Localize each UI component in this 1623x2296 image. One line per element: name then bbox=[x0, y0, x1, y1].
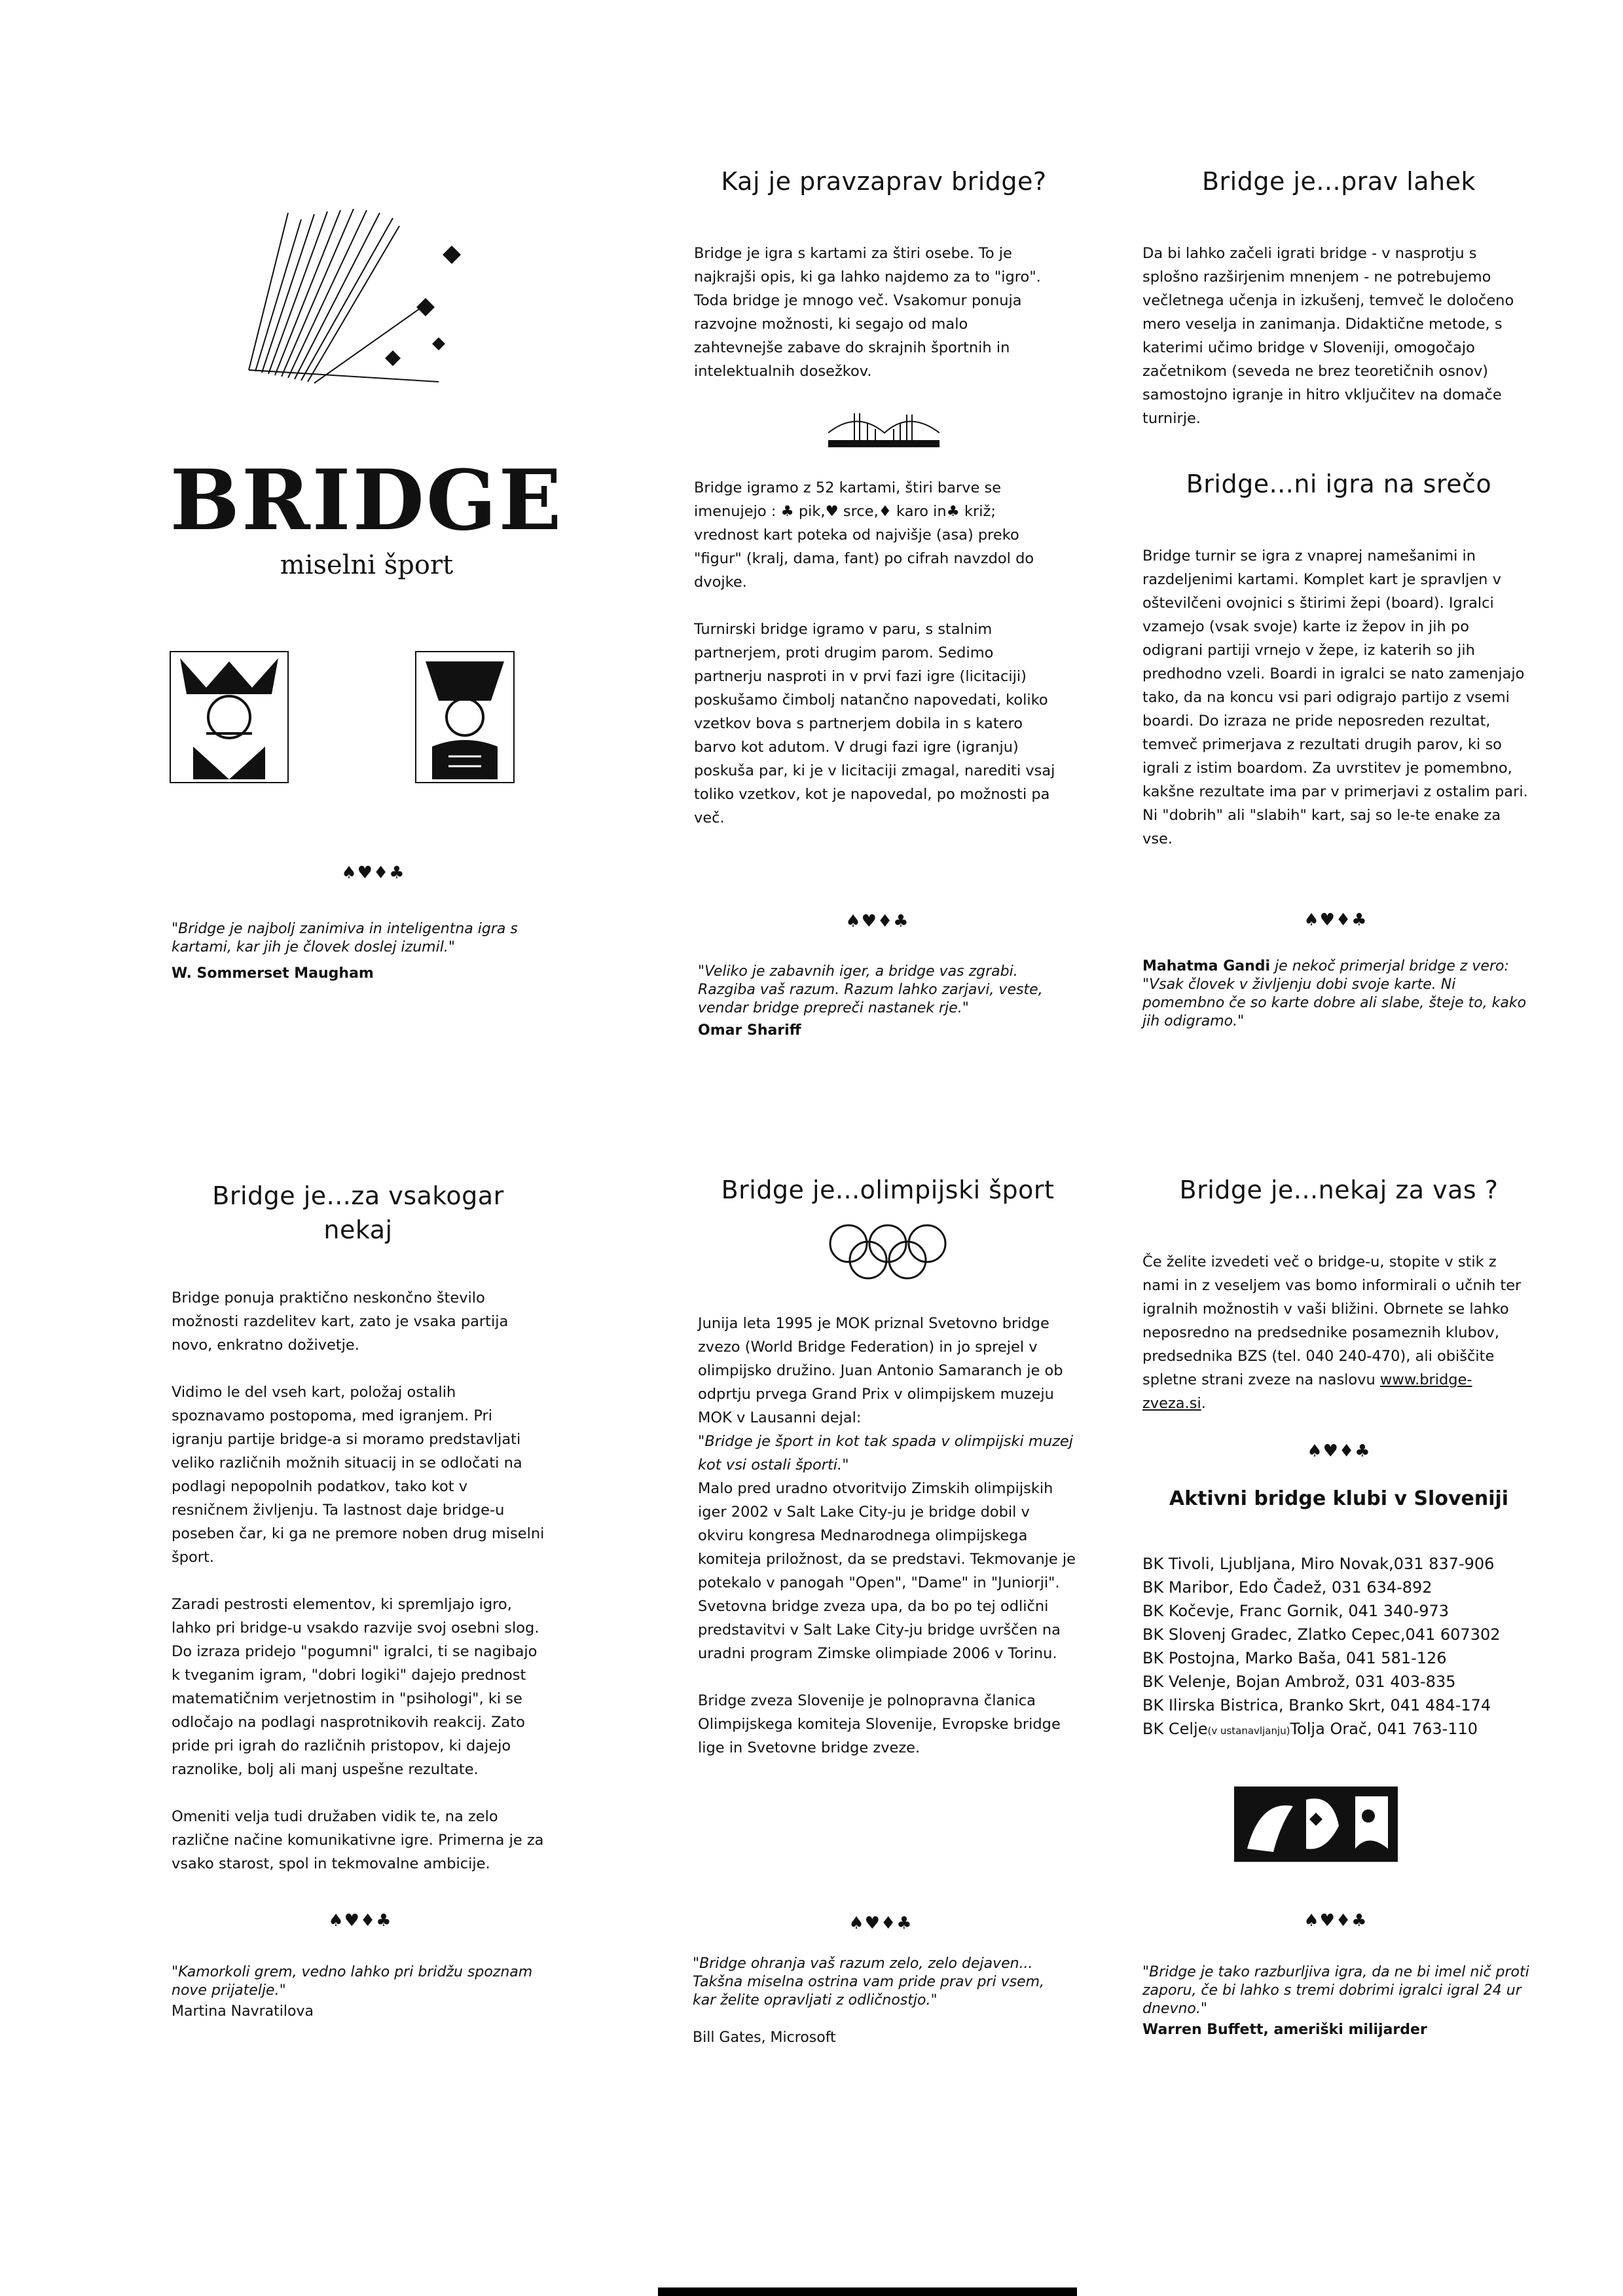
club-celje-contact: Tolja Orač, 041 763-110 bbox=[1290, 1720, 1478, 1738]
heading-for-you: Bridge je...nekaj za vas ? bbox=[1179, 1176, 1499, 1204]
club-celje-note: (v ustanavljanju) bbox=[1207, 1725, 1290, 1737]
col3-bottom-quote: "Bridge je tako razburljiva igra, da ne bi imel nič proti zaporu, če bi lahko s tremi dobrimi igralci igral 24 ur dnevno." bbox=[1142, 1964, 1529, 2017]
list-item: BK Velenje, Bojan Ambrož, 031 403-835 bbox=[1142, 1673, 1456, 1691]
heading-for-everyone: Bridge je...za vsakogar nekaj bbox=[212, 1181, 504, 1244]
list-item bbox=[1142, 1717, 1535, 1743]
heading-active-clubs: Aktivni bridge klubi v Sloveniji bbox=[1169, 1487, 1509, 1510]
text-tournament: Turnirski bridge igramo v paru, s stalnim partnerjem, proti drugim parom. Sedimo partnerju nasproti in v prvi fazi igre (licitaciji) poskušamo čimbolj natančno napovedati, koliko vzetkov bova s partnerjem dobila in s katero barvo kot adutom. V drugi fazi igre (igranju) poskuša par, ki je v licitaciji zmagal, narediti vsaj toliko vzetkov, kot je napovedal, po možnosti pa več. bbox=[694, 621, 1055, 826]
olympic-rings-icon bbox=[822, 1217, 953, 1283]
panel-for-you bbox=[1142, 1176, 1535, 1743]
list-item: BK Slovenj Gradec, Zlatko Cepec,041 607302 bbox=[1142, 1625, 1501, 1644]
heading-what-is-bridge: Kaj je pravzaprav bridge? bbox=[721, 167, 1047, 196]
clubs-list bbox=[1142, 1552, 1535, 1743]
text-olympic-quote: "Bridge je šport in kot tak spada v olimpijski muzej kot vsi ostali športi." bbox=[698, 1433, 1074, 1473]
bridge-icon bbox=[828, 407, 939, 453]
text-olympic-1: Junija leta 1995 je MOK priznal Svetovno bridge zvezo (World Bridge Federation) in jo sprejel v olimpijsko družino. Juan Antonio Samaranch je ob odprtju prvega Grand Prix v olimpijskem muzeju MOK v Lausanni dejal: bbox=[698, 1315, 1063, 1426]
text-for-you-end: . bbox=[1201, 1395, 1206, 1412]
col1-bottom-suits: ♠♥♦♣ bbox=[328, 1911, 392, 1931]
col1-bottom-author: Martina Navratilova bbox=[172, 2003, 314, 2020]
list-item: BK Ilirska Bistrica, Branko Skrt, 041 484-174 bbox=[1142, 1696, 1491, 1714]
col1-bottom-quote: "Kamorkoli grem, vedno lahko pri bridžu spoznam nove prijatelje." bbox=[172, 1964, 533, 1999]
col2-bottom-author: Bill Gates, Microsoft bbox=[693, 2029, 836, 2046]
text-cards: Bridge igramo z 52 kartami, štiri barve se imenujejo : ♣ pik,♥ srce,♦ karo in♣ križ; vrednost kart poteka od najvišje (asa) preko "figur" (kralj, dama, fant) po cifrah navzdol do dvojke. bbox=[694, 479, 1034, 591]
col2-top-author: Omar Shariff bbox=[698, 1022, 801, 1039]
text-for-you bbox=[1142, 1250, 1529, 1415]
col2-top-suits: ♠♥♦♣ bbox=[845, 912, 909, 931]
list-item: BK Tivoli, Ljubljana, Miro Novak,031 837-906 bbox=[1142, 1555, 1495, 1573]
col3-bottom-suits: ♠♥♦♣ bbox=[1307, 1441, 1371, 1461]
heading-olympic: Bridge je...olimpijski šport bbox=[721, 1176, 1055, 1204]
website-link[interactable]: www.bridge-zveza.si bbox=[1142, 1371, 1472, 1412]
scan-edge-strip bbox=[658, 2287, 1077, 2296]
club-celje-name: BK Celje bbox=[1142, 1720, 1208, 1738]
cover-quote: "Bridge je najbolj zanimiva in inteligentna igra s kartami, kar jih je človek doslej izumil." bbox=[172, 921, 518, 955]
text-everyone-2: Vidimo le del vseh kart, položaj ostalih spoznavamo postopoma, med igranjem. Pri igranju partije bridge-a si moramo predstavljati veliko različnih možnih situacij in se odločati na podlagi nepopolnih podatkov, tako kot v resničnem življenju. Ta lastnost daje bridge-u poseben čar, ki ga ne premore noben drug miselni šport. bbox=[172, 1384, 545, 1566]
cover-subtitle: miselni šport bbox=[280, 550, 454, 580]
text-everyone-1: Bridge ponuja praktično neskončno število možnosti razdelitev kart, zato je vsaka partija novo, enkratno doživetje. bbox=[172, 1289, 509, 1354]
heading-not-luck: Bridge...ni igra na srečo bbox=[1186, 470, 1492, 498]
list-item: BK Kočevje, Franc Gornik, 041 340-973 bbox=[1142, 1602, 1450, 1620]
col2-top-quote: "Veliko je zabavnih iger, a bridge vas zgrabi. Razgiba vaš razum. Razum lahko zarjavi, veste, vendar bridge prepreči nastanek rje." bbox=[698, 963, 1043, 1016]
col3-top-quote-text: je nekoč primerjal bridge z vero: "Vsak človek v življenju dobi svoje karte. Ni pomembno če so karte dobre ali slabe, šteje to, kako jih odigramo." bbox=[1142, 958, 1527, 1029]
text-olympic-2: Bridge zveza Slovenije je polnopravna članica Olimpijskega komiteja Slovenije, Evropske bridge lige in Svetovne bridge zveze. bbox=[698, 1692, 1061, 1756]
col3-top-author: Mahatma Gandi bbox=[1142, 958, 1271, 974]
cover-suits: ♠♥♦♣ bbox=[341, 863, 405, 883]
panel-for-everyone bbox=[172, 1179, 545, 1876]
list-item: BK Maribor, Edo Čadež, 031 634-892 bbox=[1142, 1578, 1432, 1597]
text-easy: Da bi lahko začeli igrati bridge - v nasprotju s splošno razširjenim mnenjem - ne potrebujemo večletnega učenja in izkušenj, temveč le določeno mero veselja in zanimanja. Didaktične metode, s katerimi učimo bridge v Sloveniji, omogočajo začetnikom (seveda ne brez teoretičnih osnov) samostojno igranje in hitro vključitev na domače turnirje. bbox=[1142, 245, 1514, 427]
text-olympic-rest: Malo pred uradno otvoritvijo Zimskih olimpijskih iger 2002 v Salt Lake City-ju je bridge dobil v okviru kongresa Mednarodnega olimpijskega komiteja priložnost, da se predstavi. Tekmovanje je potekalo v panogah "Open", "Dame" in "Juniorji". Svetovna bridge zveza upa, da bo po tej odlični predstavitvi v Salt Lake City-ju bridge uvrščen na uradni program Zimske olimpiade 2006 v Torinu. bbox=[698, 1480, 1076, 1662]
col2-bottom-quote: "Bridge ohranja vaš razum zelo, zelo dejaven... Takšna miselna ostrina vam pride prav pri vsem, kar želite opravljati z odličnostjo." bbox=[693, 1955, 1045, 2009]
heading-easy: Bridge je...prav lahek bbox=[1201, 167, 1476, 196]
col3-top-quote bbox=[1142, 957, 1535, 1031]
text-intro: Bridge je igra s kartami za štiri osebe. To je najkrajši opis, ki ga lahko najdemo za to "igro". Toda bridge je mnogo več. Vsakomur ponuja razvojne možnosti, ki segajo od malo zahtevnejše zabave do skrajnih športnih in intelektualnih dosežkov. bbox=[694, 245, 1041, 380]
panel-easy bbox=[1142, 167, 1535, 851]
cover-author: W. Sommerset Maugham bbox=[172, 965, 374, 982]
col3-top-suits: ♠♥♦♣ bbox=[1304, 910, 1368, 930]
list-item: BK Postojna, Marko Baša, 041 581-126 bbox=[1142, 1649, 1447, 1667]
text-not-luck: Bridge turnir se igra z vnaprej namešanimi in razdeljenimi kartami. Komplet kart je spravljen v oštevilčeni ovojnici s štirimi žepi (board). Igralci vzamejo (vsak svoje) karte iz žepov in jih po odigrani partiji vrnejo v žepe, iz katerih so jih predhodno vzeli. Boardi in igralci se nato zamenjajo tako, da na koncu vsi pari odigrajo partijo z vsemi boardi. Do izraza ne pride neposreden rezultat, temveč primerjava z rezultati drugih parov, ki so igrali z istim boardom. Za uvrstitev je pomembno, kakšne rezultate ima par v primerjavi z ostalim pari. Ni "dobrih" ali "slabih" kart, saj so le-te enake za vse. bbox=[1142, 547, 1528, 847]
col2-bottom-suits: ♠♥♦♣ bbox=[848, 1914, 913, 1933]
col3-bottom-suits-2: ♠♥♦♣ bbox=[1304, 1911, 1368, 1931]
text-for-you-body: Če želite izvedeti več o bridge-u, stopite v stik z nami in z veseljem vas bomo informirali o učnih ter igralnih možnostih v vaši bližini. Obrnete se lahko neposredno na predsednike posameznih klubov, predsednika BZS (tel. 040 240-470), ali obiščite spletne strani zveze na naslovu bbox=[1142, 1253, 1522, 1388]
panel-what-is-bridge bbox=[694, 167, 1074, 830]
text-everyone-3: Zaradi pestrosti elementov, ki spremljajo igro, lahko pri bridge-u vsakdo razvije svoj osebni slog. Do izraza pridejo "pogumni" igralci, ti se nagibajo k tveganim igram, "dobri logiki" dajejo prednost matematičnim verjetnostim in "psihologi", ki se odločajo na podlagi nasprotnikovih reakcij. Zato pride pri igrah do različnih pristopov, ki dajejo raznolike, bolj ali manj uspešne rezultate. bbox=[172, 1596, 539, 1778]
cover-title: BRIDGE bbox=[170, 452, 564, 549]
cards-art-icon bbox=[1234, 1787, 1398, 1862]
card-fan-icon bbox=[229, 174, 517, 396]
text-everyone-4: Omeniti velja tudi družaben vidik te, na zelo različne načine komunikativne igre. Primerna je za vsako starost, spol in tekmovalne ambicije. bbox=[172, 1808, 544, 1872]
col3-bottom-author: Warren Buffett, ameriški milijarder bbox=[1142, 2022, 1427, 2038]
panel-olympic bbox=[698, 1176, 1078, 1760]
queen-card-icon bbox=[412, 648, 517, 786]
king-card-icon bbox=[167, 648, 291, 786]
